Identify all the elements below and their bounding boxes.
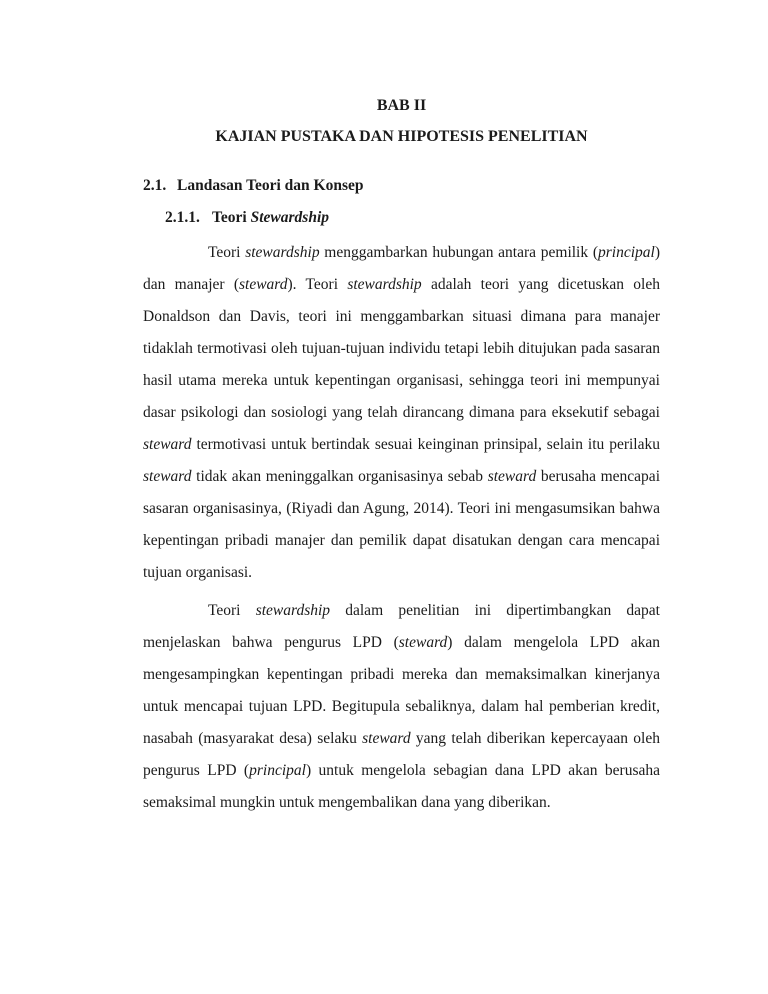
- chapter-heading: BAB II: [376, 97, 427, 114]
- section-heading: [143, 177, 660, 195]
- paragraph-stewardship-definition: Teori stewardship menggambarkan hubungan antara pemilik (principal) dan manajer (steward). Teori stewardship adalah teori yang dicetuskan oleh Donaldson dan Davis, teori ini menggambarkan situasi dimana para manajer tidaklah termotivasi oleh tujuan-tujuan individu tetapi lebih ditujukan pada sasaran hasil utama mereka untuk kepentingan organisasi, sehingga teori ini mempunyai dasar psikologi dan sosiologi yang telah dirancang dimana para eksekutif sebagai steward termotivasi untuk bertindak sesuai keinginan prinsipal, selain itu perilaku steward tidak akan meninggalkan organisasinya sebab steward berusaha mencapai sasaran organisasinya, (Riyadi dan Agung, 2014). Teori ini mengasumsikan bahwa kepentingan pribadi manajer dan pemilik dapat disatukan dengan cara mencapai tujuan organisasi.: [143, 244, 661, 581]
- section-number: 2.1.: [143, 177, 167, 194]
- subsection-title-emphasis: Stewardship: [250, 209, 329, 226]
- subsection-title-prefix: Teori: [212, 209, 251, 226]
- subsection-number: 2.1.1.: [165, 209, 200, 226]
- section-title: Landasan Teori dan Konsep: [177, 177, 364, 194]
- subsection-heading: [143, 209, 660, 227]
- subsection-title: [212, 209, 329, 226]
- paragraph-stewardship-application: Teori stewardship dalam penelitian ini dipertimbangkan dapat menjelaskan bahwa pengurus LPD (steward) dalam mengelola LPD akan mengesampingkan kepentingan pribadi mereka dan memaksimalkan kinerjanya untuk mencapai tujuan LPD. Begitupula sebaliknya, dalam hal pemberian kredit, nasabah (masyarakat desa) selaku steward yang telah diberikan kepercayaan oleh pengurus LPD (principal) untuk mengelola sebagian dana LPD akan berusaha semaksimal mungkin untuk mengembalikan dana yang diberikan.: [143, 602, 660, 811]
- chapter-title: KAJIAN PUSTAKA DAN HIPOTESIS PENELITIAN: [215, 128, 588, 145]
